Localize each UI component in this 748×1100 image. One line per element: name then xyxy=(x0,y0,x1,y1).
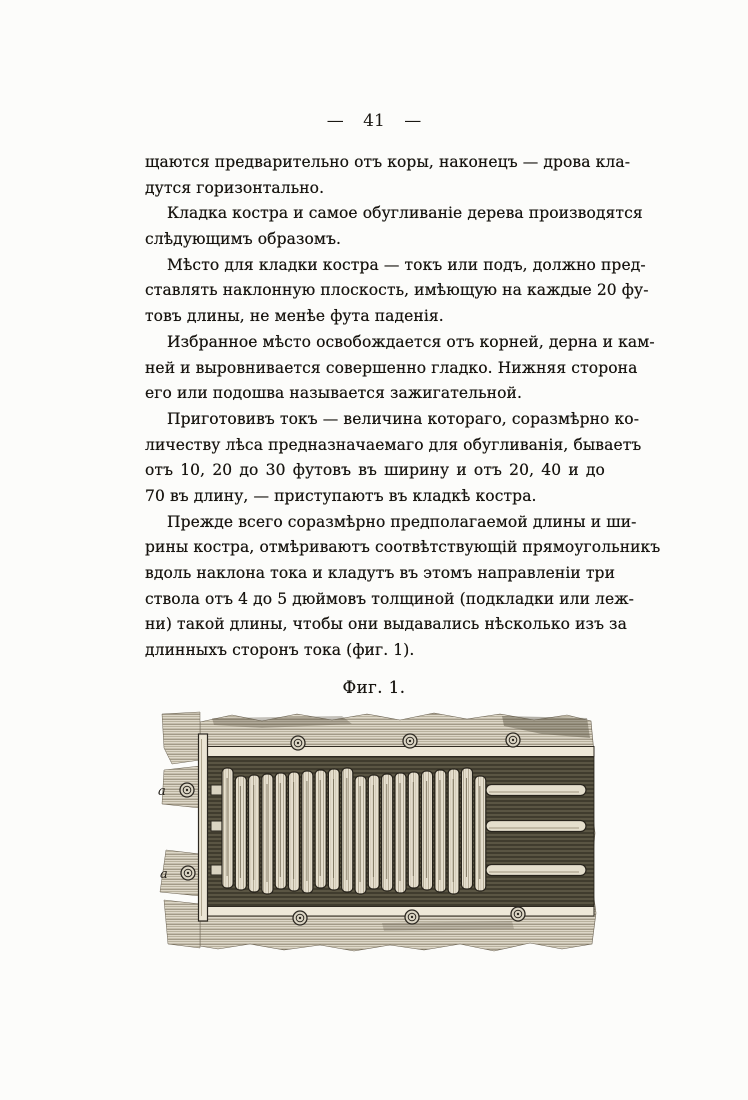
text-line: длинныхъ сторонъ тока (фиг. 1). xyxy=(145,641,415,660)
text-line: щаются предварительно отъ коры, наконецъ — дрова кла- xyxy=(145,153,631,171)
text-line: отъ 10, 20 до 30 футовъ въ ширину и отъ 20, 40 и до xyxy=(145,461,605,480)
bottom-rail xyxy=(202,907,594,917)
text-line: ни) такой длины, чтобы они выдавались нѣсколько изъ за xyxy=(145,615,627,634)
figure-label: а xyxy=(160,867,168,882)
text-line: дутся горизонтально. xyxy=(145,178,325,197)
page-number: — 41 — xyxy=(326,111,422,131)
paragraph xyxy=(145,407,642,510)
cross-pole xyxy=(486,865,586,876)
body-text xyxy=(145,150,661,664)
paragraph xyxy=(145,510,661,664)
text-line: 70 въ длину, — приступаютъ въ кладкѣ костра. xyxy=(145,486,537,505)
pole-stub xyxy=(211,865,222,875)
paragraph xyxy=(145,253,649,330)
paragraph xyxy=(145,201,643,252)
figure-label: а xyxy=(158,784,166,799)
text-line: Прежде всего соразмѣрно предполагаемой длины и ши- xyxy=(167,512,637,531)
pole-stub xyxy=(211,785,222,795)
text-line: Избранное мѣсто освобождается отъ корней, дерна и кам- xyxy=(167,332,655,351)
text-line: ней и выровнивается совершенно гладко. Нижняя сторона xyxy=(145,358,638,377)
figure-svg xyxy=(142,708,602,958)
text-line: рины костра, отмѣриваютъ соотвѣтствующій прямоугольникъ xyxy=(145,538,661,557)
text-line: Приготовивъ токъ — величина котораго, соразмѣрно ко- xyxy=(167,409,640,428)
top-rail xyxy=(202,747,594,757)
text-line: товъ длины, не менѣе фута паденія. xyxy=(145,307,444,326)
text-line: Мѣсто для кладки костра — токъ или подъ, должно пред- xyxy=(167,255,646,274)
text-line: его или подошва называется зажигательной. xyxy=(145,384,522,403)
left-plank xyxy=(199,734,208,921)
text-line: личеству лѣса предназначаемаго для обугливанія, бываетъ xyxy=(145,435,642,454)
cross-pole xyxy=(486,821,586,832)
paragraph xyxy=(145,150,631,201)
text-line: слѣдующимъ образомъ. xyxy=(145,230,342,249)
text-line: ставлять наклонную плоскость, имѣющую на каждые 20 фу- xyxy=(145,281,649,300)
cross-pole xyxy=(486,785,586,796)
text-line: вдоль наклона тока и кладутъ въ этомъ направленіи три xyxy=(145,564,616,582)
text-line: ствола отъ 4 до 5 дюймовъ толщиной (подкладки или леж- xyxy=(145,589,634,608)
text-line: Кладка костра и самое обугливаніе дерева производятся xyxy=(167,204,643,223)
pole-stub xyxy=(211,821,222,831)
ground-left-patches xyxy=(160,712,200,948)
figure-1 xyxy=(142,708,602,958)
figure-caption: Фиг. 1. xyxy=(342,678,406,697)
paragraph xyxy=(145,330,655,407)
